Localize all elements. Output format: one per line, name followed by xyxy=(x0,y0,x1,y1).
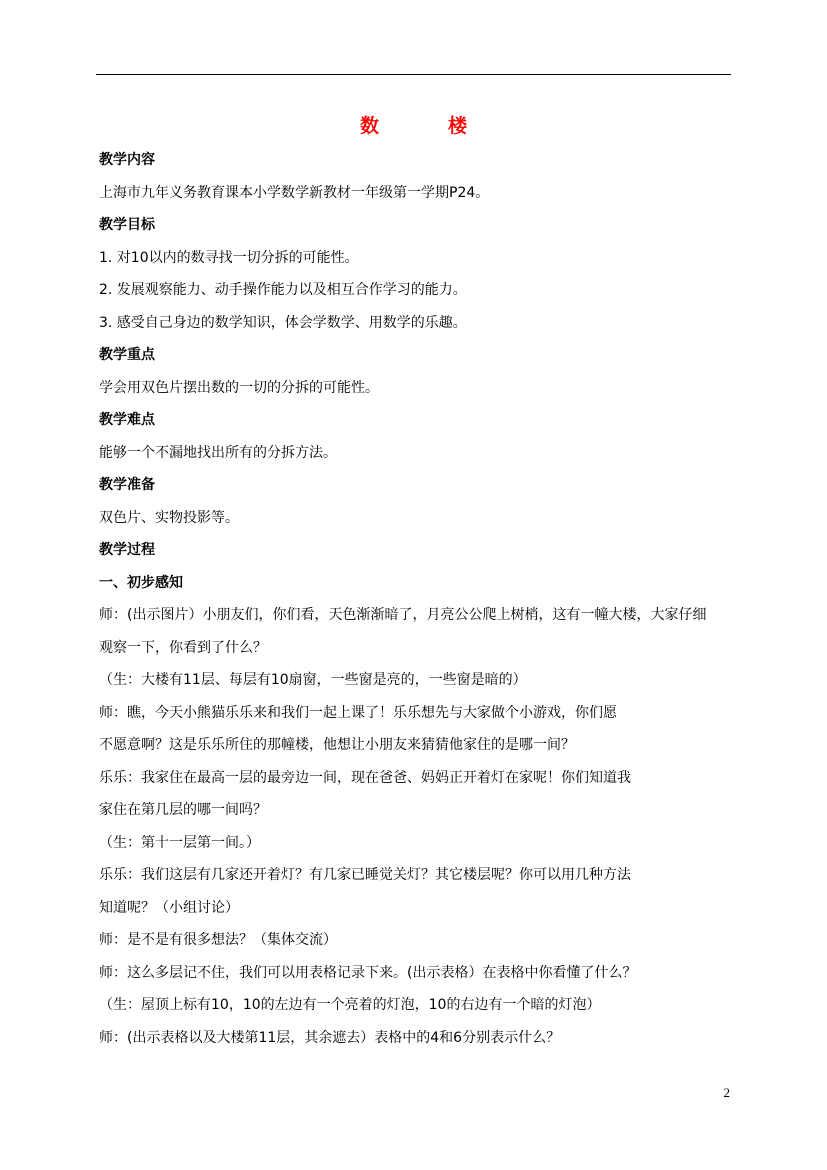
section-heading-goals: 教学目标 xyxy=(99,217,155,233)
section-heading-content: 教学内容 xyxy=(99,152,155,168)
goal-item-3: 3. 感受自己身边的数学知识，体会学数学、用数学的乐趣。 xyxy=(99,315,467,331)
section-heading-difficulty: 教学难点 xyxy=(99,412,155,428)
difficulty-text: 能够一个不漏地找出所有的分拆方法。 xyxy=(99,445,337,461)
dialogue-line: 乐乐：我家住在最高一层的最旁边一间，现在爸爸、妈妈正开着灯在家呢！你们知道我 xyxy=(99,770,631,786)
dialogue-line: （生：第十一层第一间。） xyxy=(99,835,260,851)
preparation-text: 双色片、实物投影等。 xyxy=(99,510,239,526)
page-number: 2 xyxy=(723,1085,730,1100)
dialogue-line: 师：瞧，今天小熊猫乐乐来和我们一起上课了！乐乐想先与大家做个小游戏，你们愿 xyxy=(99,705,617,721)
dialogue-line: 师：这么多层记不住，我们可以用表格记录下来。(出示表格）在表格中你看懂了什么？ xyxy=(99,965,637,981)
goal-item-2: 2. 发展观察能力、动手操作能力以及相互合作学习的能力。 xyxy=(99,282,467,298)
part-heading-initial-perception: 一、初步感知 xyxy=(99,575,183,591)
dialogue-line: 师：(出示表格以及大楼第11层，其余遮去）表格中的4和6分别表示什么？ xyxy=(99,1030,561,1046)
goal-item-1: 1. 对10以内的数寻找一切分拆的可能性。 xyxy=(99,250,359,266)
section-heading-process: 教学过程 xyxy=(99,542,155,558)
header-rule xyxy=(96,74,731,75)
section-heading-key-points: 教学重点 xyxy=(99,347,155,363)
dialogue-line: 家住在第几层的哪一间吗？ xyxy=(99,802,267,818)
dialogue-line: 乐乐：我们这层有几家还开着灯？有几家已睡觉关灯？其它楼层呢？你可以用几种方法 xyxy=(99,867,631,883)
key-points-text: 学会用双色片摆出数的一切的分拆的可能性。 xyxy=(99,380,379,396)
section-heading-preparation: 教学准备 xyxy=(99,477,155,493)
document-title: 数 楼 xyxy=(359,115,492,137)
dialogue-line: 观察一下，你看到了什么？ xyxy=(99,640,267,656)
dialogue-line: 不愿意啊？这是乐乐所住的那幢楼，他想让小朋友来猜猜他家住的是哪一间？ xyxy=(99,737,575,753)
dialogue-line: 知道呢？（小组讨论） xyxy=(99,900,239,916)
dialogue-line: （生：屋顶上标有10，10的左边有一个亮着的灯泡，10的右边有一个暗的灯泡） xyxy=(99,997,601,1013)
dialogue-line: 师：(出示图片）小朋友们，你们看，天色渐渐暗了，月亮公公爬上树梢，这有一幢大楼，大家仔细 xyxy=(99,607,707,623)
dialogue-line: 师：是不是有很多想法？（集体交流） xyxy=(99,932,337,948)
dialogue-line: （生：大楼有11层、每层有10扇窗，一些窗是亮的，一些窗是暗的） xyxy=(99,672,527,688)
content-text: 上海市九年义务教育课本小学数学新教材一年级第一学期P24。 xyxy=(99,185,490,201)
